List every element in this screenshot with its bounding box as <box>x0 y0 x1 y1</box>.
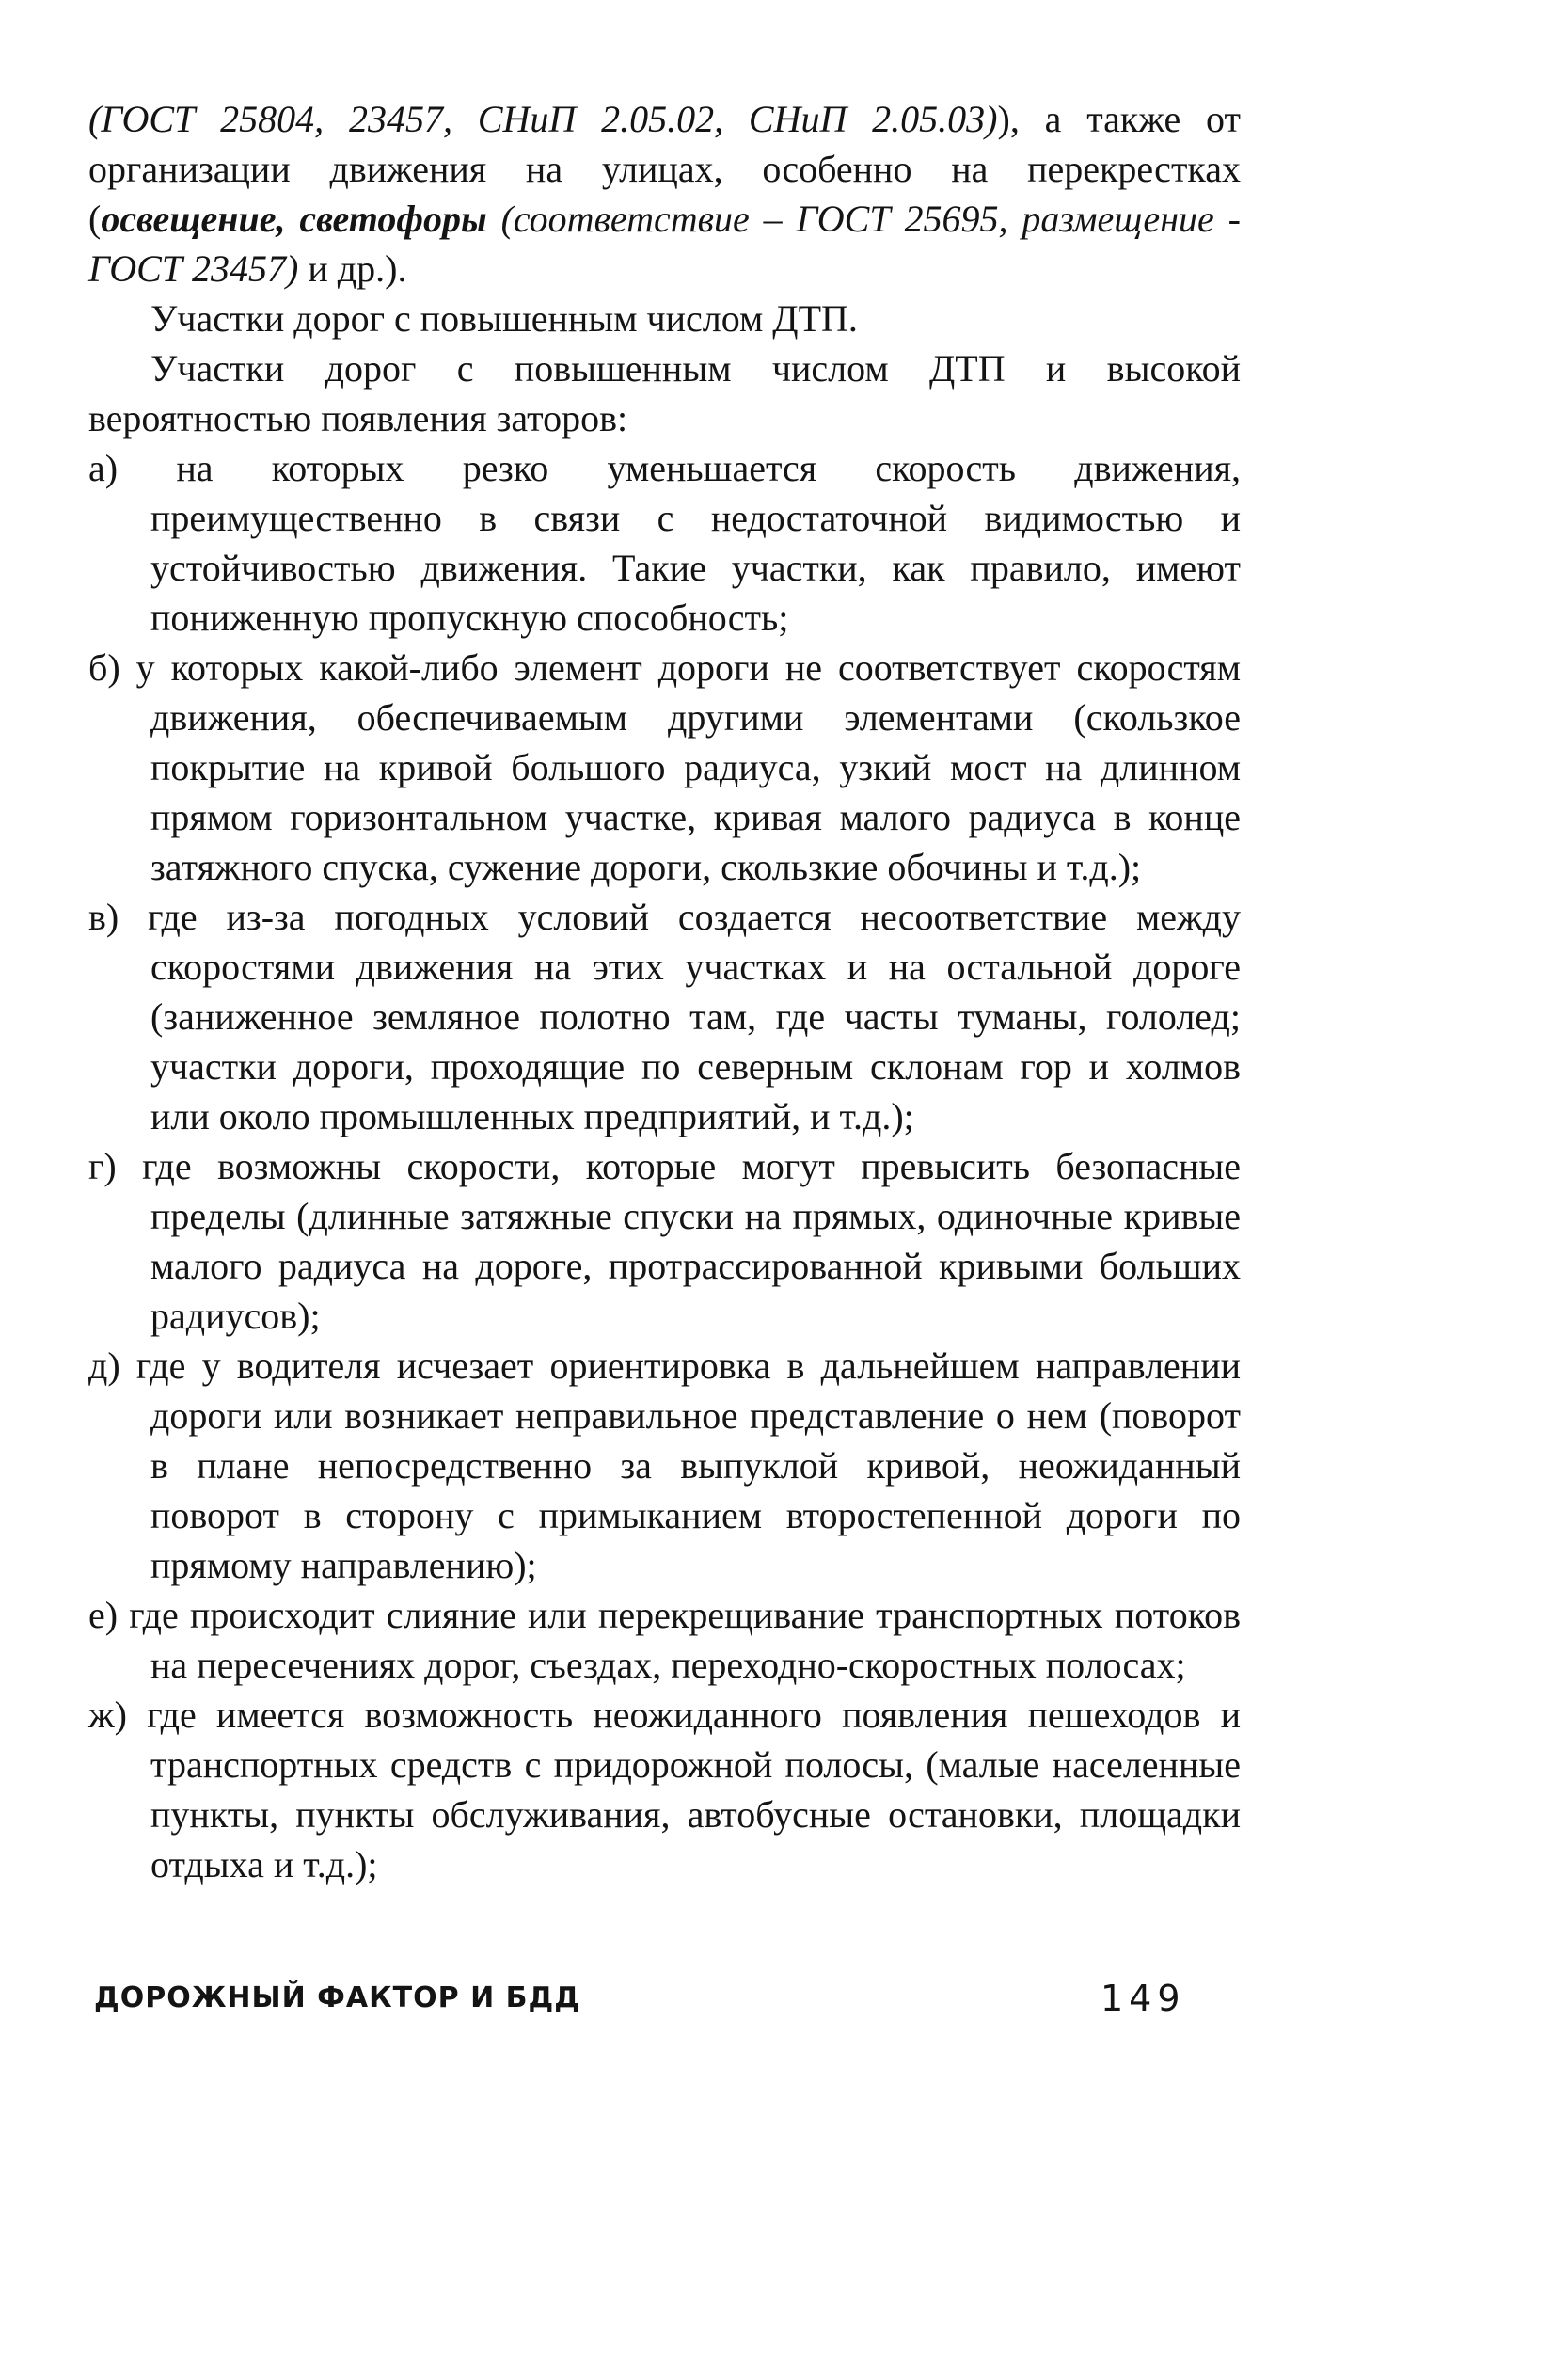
list-item <box>88 1590 1241 1690</box>
list-item-text: у которых какой-либо элемент дороги не соответствует скоростям движения, обеспечиваемым другими элементами (скользкое покрытие на кривой большого радиуса, узкий мост на длинном прямом горизонтальном участке, кривая малого радиуса в конце затяжного спуска, сужение дороги, скользкие обочины и т.д.); <box>135 646 1242 888</box>
list-item-text: где происходит слияние или перекрещивание транспортных потоков на пересечениях дорог, съездах, переходно-скоростных полосах; <box>129 1594 1241 1686</box>
list-item-text: где из-за погодных условий создается несоответствие между скоростями движения на этих участках и на остальной дороге (заниженное земляное полотно там, где часты туманы, гололед; участки дороги, проходящие по северным склонам гор и холмов или около промышленных предприятий, и т.д.); <box>148 896 1242 1137</box>
gost-reference: (соответствие – ГОСТ 25695, размещение - ГОСТ 23457) <box>88 198 1241 290</box>
lead-paragraph: Участки дорог с повышенным числом ДТП и высокой вероятностью появления заторов: <box>88 347 1241 439</box>
list-item-text: где у водителя исчезает ориентировка в дальнейшем направлении дороги или возникает неправильное представление о нем (поворот в плане непосредственно за выпуклой кривой, неожиданный поворот в сторону с примыканием второстепенной дороги по прямому направлению); <box>135 1344 1241 1586</box>
emphasis-term: освещение, светофоры <box>101 198 487 240</box>
list-marker: б) <box>88 646 120 689</box>
intro-text: ), а также от организации движения на улицах, особенно на перекрестках ( <box>88 98 1242 240</box>
list-item-text: где возможны скорости, которые могут превысить безопасные пределы (длинные затяжные спуски на прямых, одиночные кривые малого радиуса на дороге, протрассированной кривыми больших радиусов); <box>142 1145 1242 1337</box>
list-marker: ж) <box>88 1694 127 1736</box>
list-item <box>88 1690 1241 1889</box>
page-footer <box>94 1978 1186 2038</box>
list-marker: а) <box>88 447 119 489</box>
section-heading-paragraph: Участки дорог с повышенным числом ДТП. <box>150 297 858 340</box>
gost-reference: (ГОСТ 25804, 23457, СНиП 2.05.02, СНиП 2.05.03) <box>88 98 998 140</box>
list-marker: д) <box>88 1344 120 1387</box>
intro-text-end: и др.). <box>298 247 407 290</box>
list-item <box>88 1341 1241 1590</box>
page-number: 149 <box>1101 1978 1186 2019</box>
intro-paragraph <box>88 94 1241 294</box>
list-marker: в) <box>88 896 119 938</box>
list-item <box>88 443 1241 643</box>
list-marker: е) <box>88 1594 119 1636</box>
running-title: ДОРОЖНЫЙ ФАКТОР И БДД <box>94 1981 580 2014</box>
list-item <box>88 643 1241 892</box>
list-item-text: где имеется возможность неожиданного появления пешеходов и транспортных средств с придорожной полосы, (малые населенные пункты, пункты обслуживания, автобусные остановки, площадки отдыха и т.д.); <box>147 1694 1241 1885</box>
body-text <box>88 94 1241 1889</box>
list-marker: г) <box>88 1145 117 1187</box>
list-item <box>88 1141 1241 1341</box>
list-item-text: на которых резко уменьшается скорость движения, преимущественно в связи с недостаточной видимостью и устойчивостью движения. Такие участки, как правило, имеют пониженную пропускную способность; <box>150 447 1241 639</box>
list-item <box>88 892 1241 1141</box>
